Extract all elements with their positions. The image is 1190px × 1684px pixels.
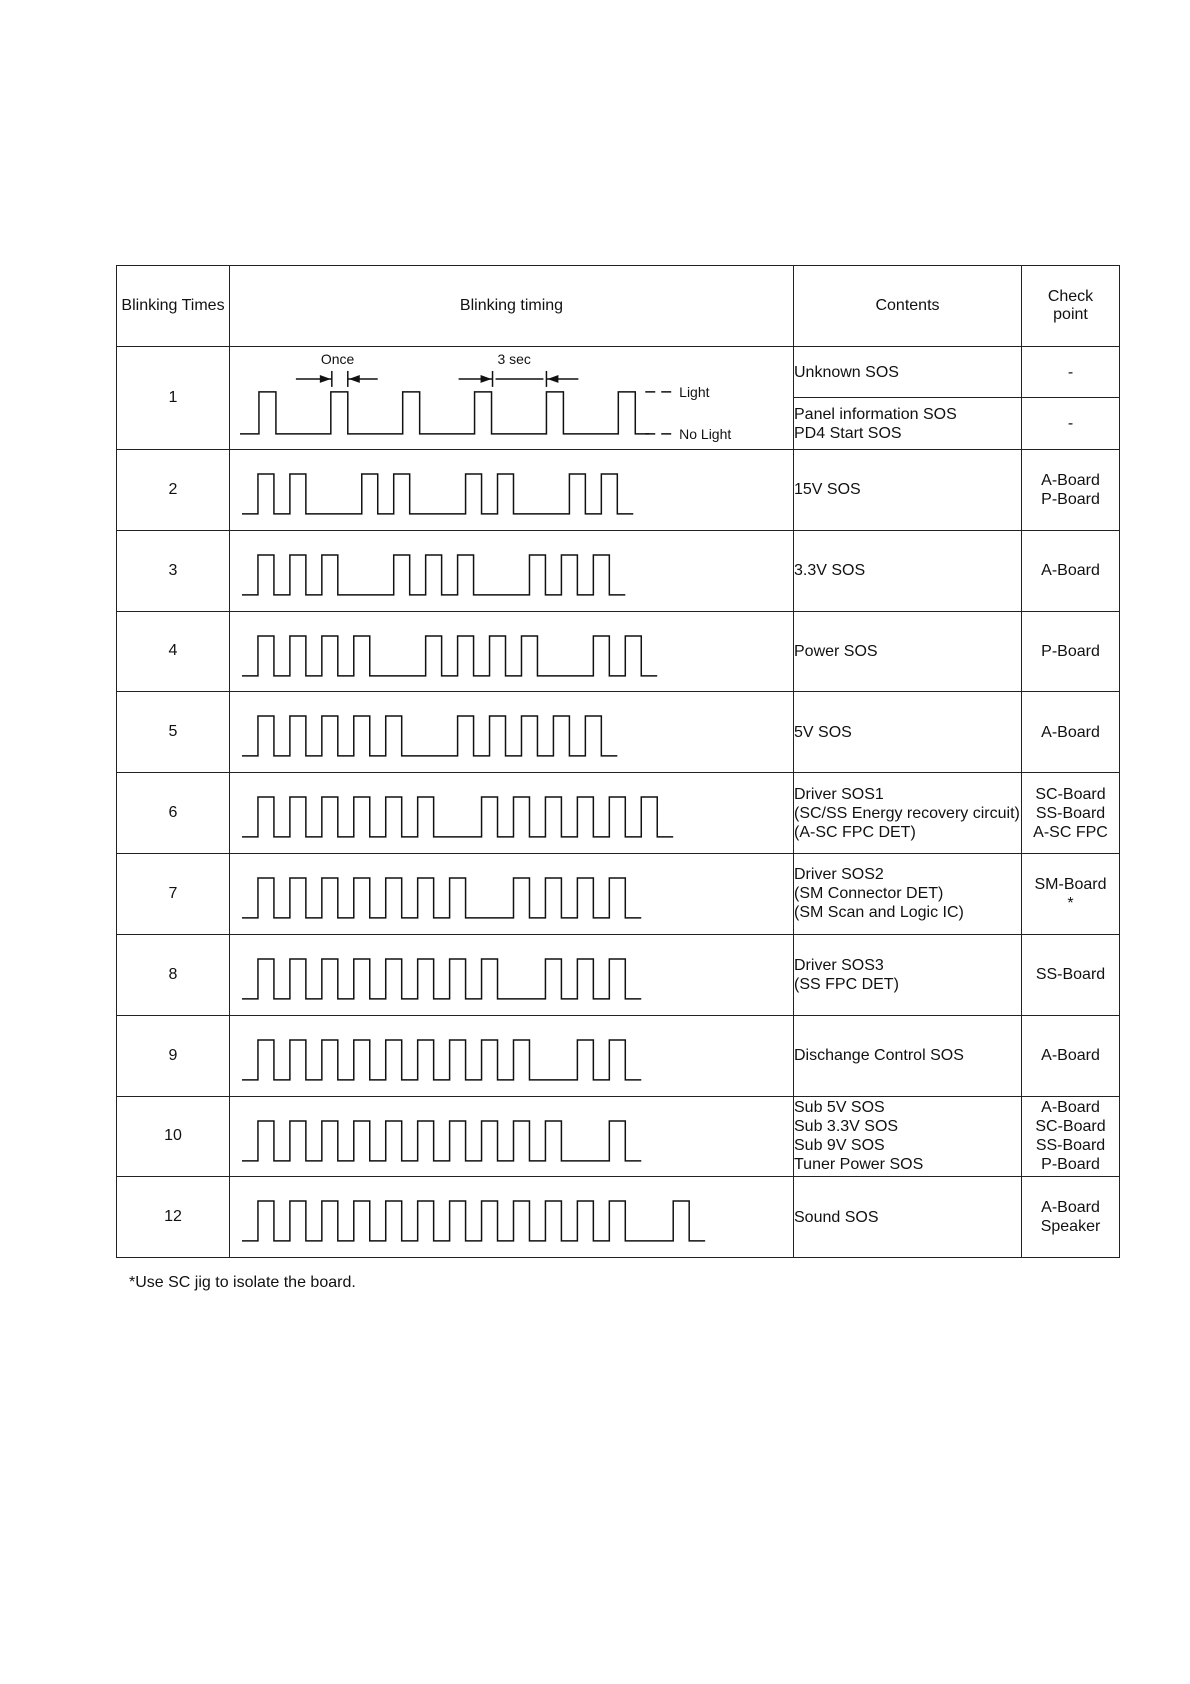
check-line: A-Board (1041, 471, 1100, 489)
blink-timing-cell (230, 1015, 794, 1096)
check-point-cell (1022, 773, 1120, 854)
table-row (117, 530, 1120, 611)
table-row (117, 934, 1120, 1015)
arrow-head (547, 375, 558, 383)
contents-line: (SC/SS Energy recovery circuit) (794, 804, 1020, 822)
contents-line: (SM Scan and Logic IC) (794, 904, 964, 922)
waveform-signal (242, 878, 641, 918)
table-row (117, 1096, 1120, 1177)
check-line: P-Board (1041, 642, 1100, 660)
blink-times-cell: 7 (117, 854, 230, 935)
check-line: SC-Board (1035, 785, 1106, 803)
waveform-signal (242, 1121, 641, 1161)
contents-cell (794, 773, 1022, 854)
waveform-signal (242, 474, 633, 514)
contents-line: (A-SC FPC DET) (794, 823, 916, 841)
check-line: A-SC FPC (1033, 823, 1108, 841)
check-line: SS-Board (1035, 966, 1106, 984)
waveform-chart (230, 1097, 793, 1177)
contents-line: 15V SOS (794, 481, 861, 499)
table-row (117, 1177, 1120, 1258)
blink-timing-cell (230, 1096, 794, 1177)
header-check-line: Check (1047, 288, 1094, 305)
waveform-signal (240, 392, 649, 434)
contents-line: Driver SOS1 (794, 785, 884, 803)
blink-times-cell: 8 (117, 934, 230, 1015)
check-line: - (1067, 363, 1074, 381)
arrow-head (481, 375, 492, 383)
contents-cell (794, 1096, 1022, 1177)
contents-line: Sound SOS (794, 1208, 879, 1226)
header-blinking-timing: Blinking timing (230, 266, 794, 347)
check-line: A-Board (1041, 1099, 1100, 1117)
blink-timing-cell (230, 1177, 794, 1258)
waveform-signal (242, 716, 617, 756)
once-label: Once (320, 350, 355, 367)
contents-line: Panel information SOS (794, 405, 957, 423)
contents-line: Power SOS (794, 642, 878, 660)
contents-line: Unknown SOS (794, 363, 899, 381)
contents-cell (794, 692, 1022, 773)
waveform-chart (230, 1016, 793, 1096)
contents-line: (SS FPC DET) (794, 975, 899, 993)
check-line: - (1067, 415, 1074, 433)
header-row (117, 266, 1120, 347)
contents-line: Driver SOS2 (794, 866, 884, 884)
blink-times-cell: 12 (117, 1177, 230, 1258)
contents-line: Dischange Control SOS (794, 1047, 964, 1065)
header-blinking-times: Blinking Times (117, 266, 230, 347)
blink-timing-cell (230, 934, 794, 1015)
check-point-cell (1022, 611, 1120, 692)
check-point-cell (1022, 854, 1120, 935)
blink-times-cell: 2 (117, 449, 230, 530)
waveform-chart (230, 531, 793, 611)
check-point-cell (1022, 1177, 1120, 1258)
contents-cell (794, 347, 1022, 398)
check-line: SS-Board (1035, 804, 1106, 822)
contents-cell (794, 611, 1022, 692)
check-line: * (1067, 894, 1074, 912)
blink-timing-cell (230, 692, 794, 773)
light-label: Light (679, 383, 710, 400)
header-contents: Contents (794, 266, 1022, 347)
blink-times-cell: 10 (117, 1096, 230, 1177)
waveform-chart (230, 612, 793, 692)
waveform-chart (230, 1177, 793, 1257)
check-line: SC-Board (1035, 1118, 1106, 1136)
contents-line: 3.3V SOS (794, 562, 866, 580)
check-point-cell (1022, 347, 1120, 398)
check-point-cell (1022, 692, 1120, 773)
blink-code-table (116, 265, 1120, 1258)
waveform-signal (242, 1201, 705, 1241)
check-line: SS-Board (1035, 1137, 1106, 1155)
contents-cell (794, 1015, 1022, 1096)
check-point-cell (1022, 449, 1120, 530)
check-line: A-Board (1041, 723, 1100, 741)
table-row (117, 611, 1120, 692)
contents-line: PD4 Start SOS (794, 424, 902, 442)
contents-line: Driver SOS3 (794, 956, 884, 974)
waveform-signal (242, 1040, 641, 1080)
blink-times-cell: 6 (117, 773, 230, 854)
contents-line: (SM Connector DET) (794, 885, 944, 903)
blink-timing-cell (230, 449, 794, 530)
table-row (117, 692, 1120, 773)
contents-cell (794, 854, 1022, 935)
waveform-signal (242, 635, 657, 675)
check-point-cell (1022, 1015, 1120, 1096)
blink-times-cell: 1 (117, 347, 230, 450)
table-row (117, 347, 1120, 398)
check-point-cell (1022, 398, 1120, 449)
contents-cell (794, 530, 1022, 611)
waveform-chart (230, 935, 793, 1015)
blink-times-cell: 3 (117, 530, 230, 611)
blink-timing-cell (230, 854, 794, 935)
contents-line: Tuner Power SOS (794, 1156, 924, 1174)
blink-timing-cell (230, 773, 794, 854)
waveform-signal (242, 797, 673, 837)
check-line: P-Board (1041, 490, 1100, 508)
contents-line: Sub 5V SOS (794, 1099, 885, 1117)
contents-cell (794, 449, 1022, 530)
contents-cell (794, 1177, 1022, 1258)
waveform-chart (230, 773, 793, 853)
waveform-signal (242, 959, 641, 999)
blink-timing-cell (230, 611, 794, 692)
header-check-point (1022, 266, 1120, 347)
contents-cell (794, 398, 1022, 449)
check-line: A-Board (1041, 1047, 1100, 1065)
check-line: P-Board (1041, 1156, 1100, 1174)
waveform-chart (230, 854, 793, 934)
no-light-label: No Light (679, 425, 732, 442)
check-point-cell (1022, 1096, 1120, 1177)
three-sec-label: 3 sec (497, 350, 531, 367)
contents-line: Sub 9V SOS (794, 1137, 885, 1155)
waveform-chart (230, 692, 793, 772)
blink-timing-cell (230, 347, 794, 450)
check-line: Speaker (1040, 1218, 1101, 1236)
contents-line: 5V SOS (794, 723, 852, 741)
contents-line: Sub 3.3V SOS (794, 1118, 899, 1136)
arrow-head (320, 375, 331, 383)
table-row (117, 449, 1120, 530)
check-point-cell (1022, 530, 1120, 611)
blink-times-cell: 9 (117, 1015, 230, 1096)
check-line: A-Board (1041, 1199, 1100, 1217)
header-point-line: point (1053, 306, 1088, 323)
check-point-cell (1022, 934, 1120, 1015)
waveform-chart (230, 450, 793, 530)
check-line: A-Board (1041, 562, 1100, 580)
blink-times-cell: 5 (117, 692, 230, 773)
table-row (117, 854, 1120, 935)
check-line: SM-Board (1034, 875, 1107, 893)
table-row (117, 1015, 1120, 1096)
arrow-head (349, 375, 360, 383)
blink-timing-cell (230, 530, 794, 611)
blink-times-cell: 4 (117, 611, 230, 692)
waveform-signal (242, 555, 625, 595)
contents-cell (794, 934, 1022, 1015)
waveform-chart (230, 347, 793, 449)
table-row (117, 773, 1120, 854)
footnote: *Use SC jig to isolate the board. (129, 1274, 356, 1291)
